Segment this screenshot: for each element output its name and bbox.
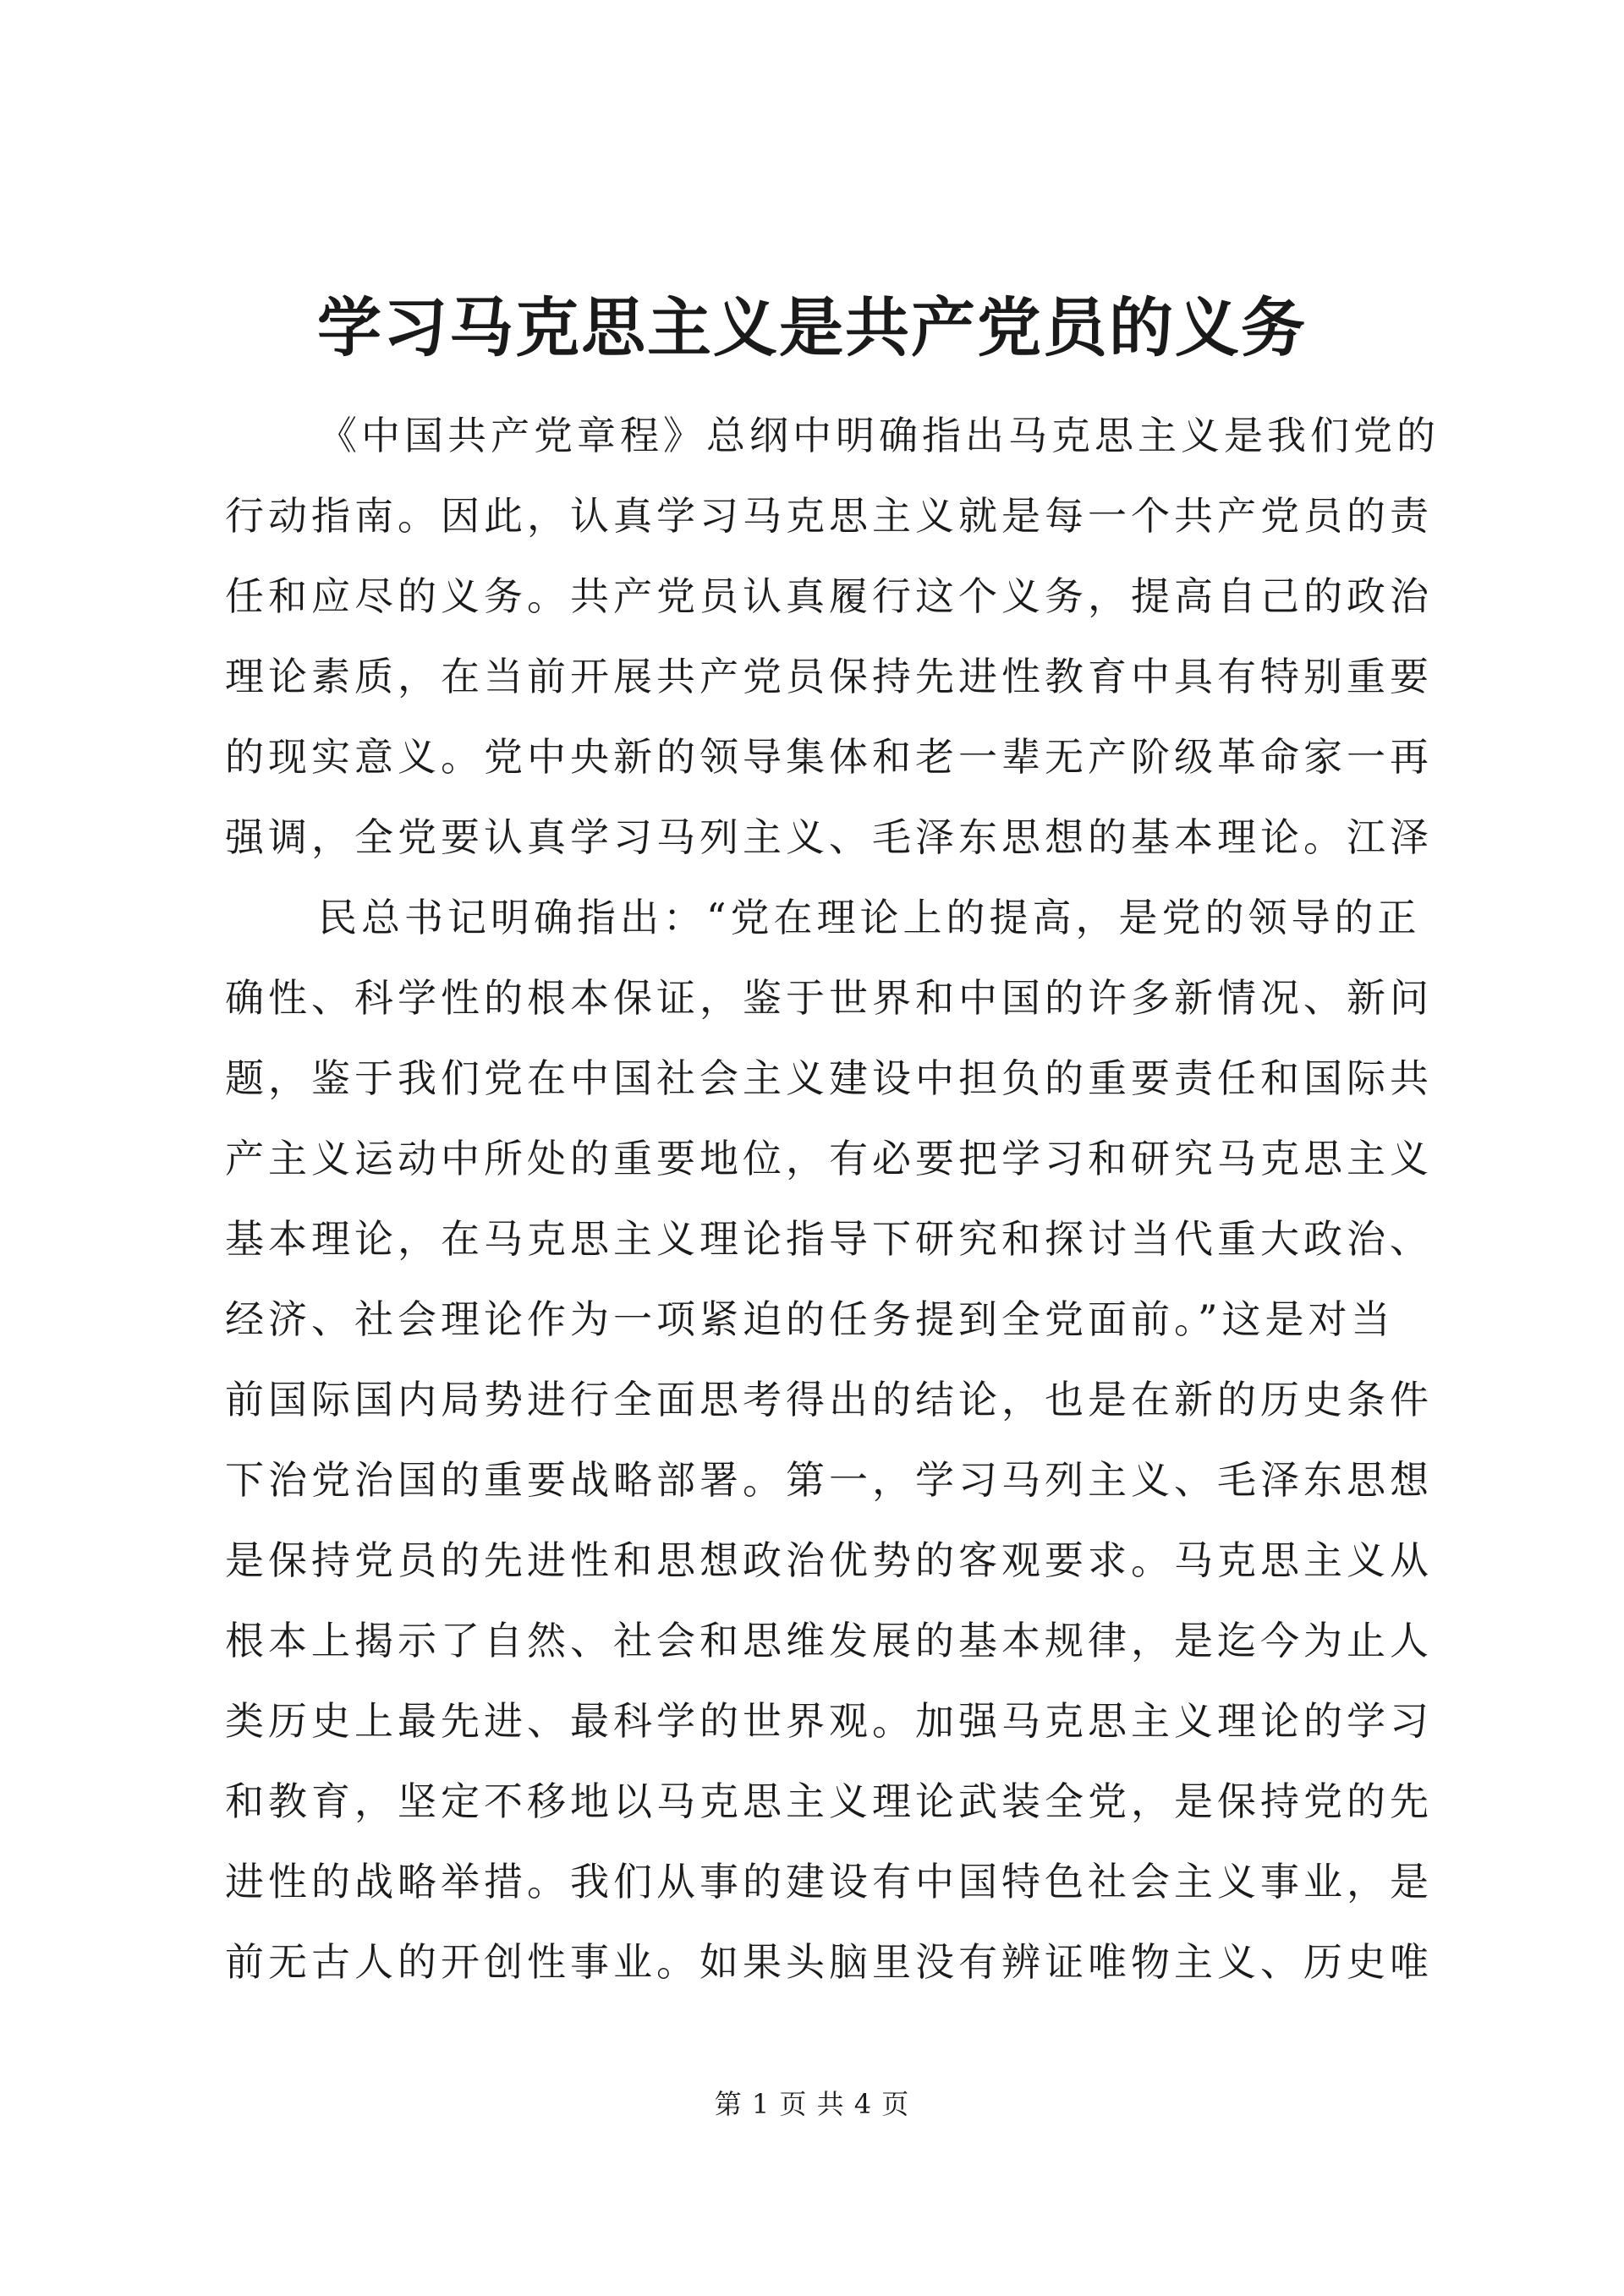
body-line: 进性的战略举措。我们从事的建设有中国特色社会主义事业，是 [225,1859,1433,1904]
body-line: 产主义运动中所处的重要地位，有必要把学习和研究马克思主义 [225,1136,1433,1181]
body-line: 强调，全党要认真学习马列主义、毛泽东思想的基本理论。江泽 [225,814,1433,860]
body-line: 《中国共产党章程》总纲中明确指出马克思主义是我们党的 [318,413,1440,458]
body-line: 任和应尽的义务。共产党员认真履行这个义务，提高自己的政治 [225,573,1433,619]
body-line: 下治党治国的重要战略部署。第一，学习马列主义、毛泽东思想 [225,1457,1433,1503]
document-body [225,396,1440,2003]
body-line: 前国际国内局势进行全面思考得出的结论，也是在新的历史条件 [225,1377,1433,1422]
body-line: 前无古人的开创性事业。如果头脑里没有辨证唯物主义、历史唯 [225,1939,1433,1985]
body-line: 经济、社会理论作为一项紧迫的任务提到全党面前。”这是对当 [225,1296,1395,1342]
body-line: 是保持党员的先进性和思想政治优势的客观要求。马克思主义从 [225,1537,1433,1583]
body-line: 的现实意义。党中央新的领导集体和老一辈无产阶级革命家一再 [225,734,1433,780]
body-line: 民总书记明确指出：“党在理论上的提高，是党的领导的正 [318,895,1421,940]
body-line: 和教育，坚定不移地以马克思主义理论武装全党，是保持党的先 [225,1778,1433,1824]
body-line: 基本理论，在马克思主义理论指导下研究和探讨当代重大政治、 [225,1216,1433,1262]
body-line: 题，鉴于我们党在中国社会主义建设中担负的重要责任和国际共 [225,1055,1433,1101]
document-title: 学习马克思主义是共产党员的义务 [317,290,1307,365]
body-line: 根本上揭示了自然、社会和思维发展的基本规律，是迄今为止人 [225,1618,1433,1663]
body-line: 确性、科学性的根本保证，鉴于世界和中国的许多新情况、新问 [225,975,1433,1021]
body-line: 理论素质，在当前开展共产党员保持先进性教育中具有特别重要 [225,654,1433,699]
page-number: 第 1 页 共 4 页 [714,2088,910,2120]
body-line: 类历史上最先进、最科学的世界观。加强马克思主义理论的学习 [225,1698,1433,1744]
body-line: 行动指南。因此，认真学习马克思主义就是每一个共产党员的责 [225,493,1433,539]
